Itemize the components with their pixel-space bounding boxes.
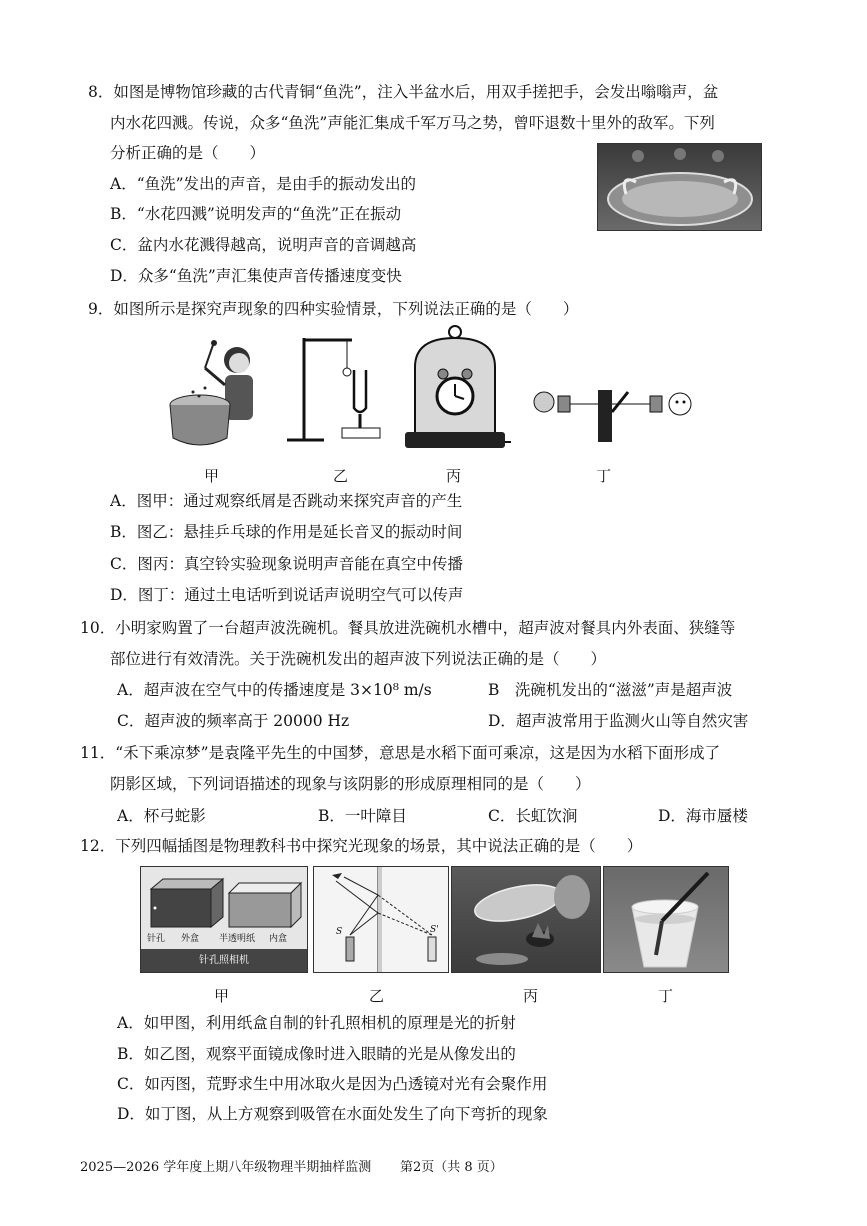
q10-option-c: C．超声波的频率高于 20000 Hz [117, 712, 350, 730]
pinhole-camera-title: 针孔照相机 [141, 949, 307, 972]
q9-caption-bing: 丙 [446, 467, 462, 485]
mirror-label-s: S [336, 927, 343, 937]
string-telephone-figure [530, 382, 700, 442]
camera-label-pinhole: 针孔 [147, 934, 166, 944]
tuning-fork-figure [282, 330, 382, 445]
q12-caption-ding: 丁 [658, 987, 674, 1005]
q8-stem-line-3: 分析正确的是（ ） [110, 144, 266, 162]
q8-option-d: D．众多“鱼洗”声汇集使声音传播速度变快 [110, 267, 402, 285]
q9-caption-jia: 甲 [204, 467, 220, 485]
q11-stem-line-1: 11．“禾下乘凉梦”是袁隆平先生的中国梦，意思是水稻下面可乘凉，这是因为水稻下面形成了 [80, 744, 721, 762]
q9-caption-ding: 丁 [596, 467, 612, 485]
q8-option-c: C．盆内水花溅得越高，说明声音的音调越高 [110, 236, 417, 254]
vacuum-bell-jar-figure [403, 322, 513, 457]
q12-option-a: A．如甲图，利用纸盒自制的针孔照相机的原理是光的折射 [117, 1014, 516, 1032]
q9-caption-yi: 乙 [333, 467, 349, 485]
q10-option-d: D．超声波常用于监测火山等自然灾害 [488, 712, 749, 730]
footer-page-number: 第2页（共 8 页） [400, 1160, 503, 1175]
camera-label-outer-box: 外盒 [181, 934, 200, 944]
q12-stem: 12．下列四幅插图是物理教科书中探究光现象的场景，其中说法正确的是（ ） [80, 837, 643, 855]
q11-option-a: A．杯弓蛇影 [117, 807, 206, 825]
ice-lens-fire-figure [451, 866, 601, 973]
q12-option-d: D．如丁图，从上方观察到吸管在水面处发生了向下弯折的现象 [117, 1105, 548, 1123]
q12-caption-jia: 甲 [214, 987, 230, 1005]
q10-option-b: B 洗碗机发出的“滋滋”声是超声波 [488, 681, 733, 699]
fish-basin-photo [597, 143, 762, 231]
q10-stem-line-2: 部位进行有效清洗。关于洗碗机发出的超声波下列说法正确的是（ ） [110, 650, 607, 668]
footer-exam-title: 2025—2026 学年度上期八年级物理半期抽样监测 [80, 1160, 372, 1175]
camera-label-translucent-paper: 半透明纸 [219, 934, 256, 944]
q9-option-a: A．图甲：通过观察纸屑是否跳动来探究声音的产生 [110, 492, 463, 510]
q12-option-c: C．如丙图，荒野求生中用冰取火是因为凸透镜对光有会聚作用 [117, 1075, 548, 1093]
q11-option-c: C．长虹饮涧 [488, 807, 578, 825]
plane-mirror-figure [313, 866, 449, 973]
straw-in-cup-figure [603, 866, 729, 973]
q8-stem-line-1: 8．如图是博物馆珍藏的古代青铜“鱼洗”，注入半盆水后，用双手搓把手，会发出嗡嗡声，盆 [88, 83, 719, 101]
q12-caption-yi: 乙 [369, 987, 385, 1005]
mirror-label-s-prime: S' [430, 925, 439, 935]
q8-stem-line-2: 内水花四溅。传说，众多“鱼洗”声能汇集成千军万马之势，曾吓退数十里外的敌军。下列 [110, 114, 715, 132]
q9-stem: 9．如图所示是探究声现象的四种实验情景，下列说法正确的是（ ） [88, 300, 579, 318]
q9-option-c: C．图丙：真空铃实验现象说明声音能在真空中传播 [110, 555, 463, 573]
q9-option-b: B．图乙：悬挂乒乓球的作用是延长音叉的振动时间 [110, 523, 463, 541]
q12-option-b: B．如乙图，观察平面镜成像时进入眼睛的光是从像发出的 [117, 1045, 516, 1063]
q10-option-a: A．超声波在空气中的传播速度是 3×10⁸ m/s [117, 681, 432, 699]
drum-experiment-figure [165, 330, 265, 455]
q9-option-d: D．图丁：通过土电话听到说话声说明空气可以传声 [110, 586, 464, 604]
pinhole-camera-figure [140, 866, 308, 973]
camera-label-inner-box: 内盒 [269, 934, 288, 944]
q8-option-a: A．“鱼洗”发出的声音，是由手的振动发出的 [110, 175, 417, 193]
q10-stem-line-1: 10．小明家购置了一台超声波洗碗机。餐具放进洗碗机水槽中，超声波对餐具内外表面、狭缝等 [80, 619, 736, 637]
q11-stem-line-2: 阴影区域，下列词语描述的现象与该阴影的形成原理相同的是（ ） [110, 775, 591, 793]
q11-option-d: D．海市蜃楼 [658, 807, 748, 825]
q8-option-b: B．“水花四溅”说明发声的“鱼洗”正在振动 [110, 205, 402, 223]
q11-option-b: B．一叶障目 [318, 807, 407, 825]
q12-caption-bing: 丙 [523, 987, 539, 1005]
